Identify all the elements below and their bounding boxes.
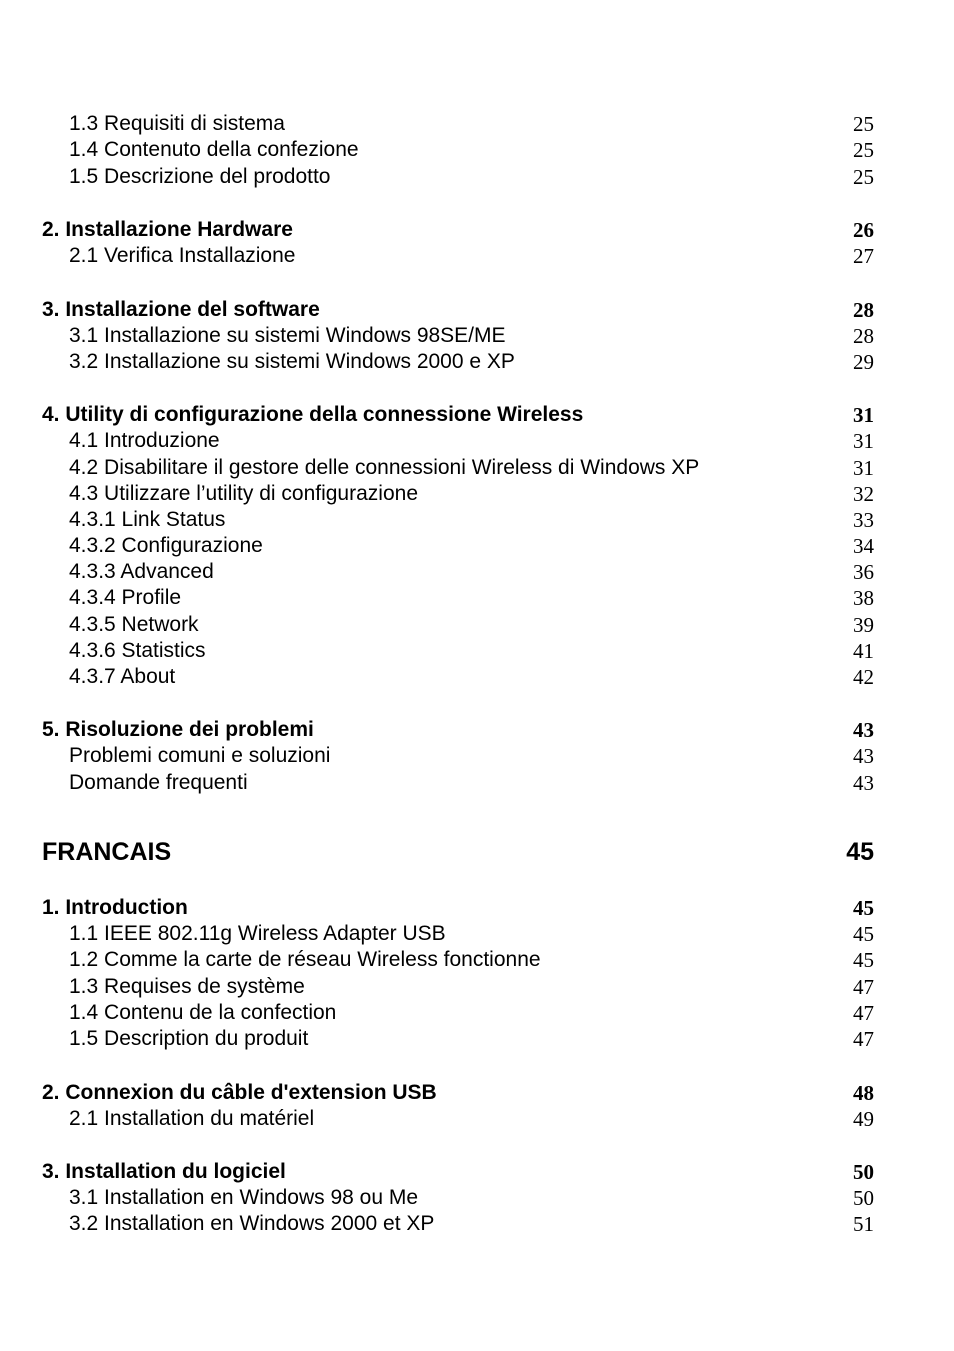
toc-entry-title: 2. Installazione Hardware	[42, 218, 293, 241]
toc-page-number: 42	[853, 665, 874, 689]
toc-entry-title: FRANCAIS	[42, 838, 172, 866]
toc-page-number: 45	[853, 948, 874, 972]
toc-entry	[0, 481, 954, 507]
toc-entry-title: 2.1 Verifica Installazione	[69, 244, 296, 267]
toc-entry-title: 3.1 Installazione su sistemi Windows 98SE/ME	[69, 324, 506, 347]
toc-entry	[0, 559, 954, 585]
toc-entry-title: 1.3 Requisiti di sistema	[69, 112, 285, 135]
toc-entry-title: 4.3.2 Configurazione	[69, 534, 263, 557]
toc-entry	[0, 1211, 954, 1237]
toc-page-number: 49	[853, 1107, 874, 1131]
toc-entry	[0, 585, 954, 611]
toc-entry-title: 1.2 Comme la carte de réseau Wireless fonctionne	[69, 948, 541, 971]
toc-page-number: 43	[853, 744, 874, 768]
toc-entry	[0, 1000, 954, 1026]
toc-entry-title: 1.5 Description du produit	[69, 1027, 309, 1050]
toc-section-heading	[0, 402, 954, 428]
toc-page-number: 32	[853, 482, 874, 506]
toc-entry-title: 4. Utility di configurazione della connessione Wireless	[42, 403, 584, 426]
toc-page-number: 47	[853, 1027, 874, 1051]
toc-entry	[0, 974, 954, 1000]
toc-entry-title: 2.1 Installation du matériel	[69, 1107, 315, 1130]
toc-section-heading	[0, 297, 954, 323]
toc-page-number: 36	[853, 560, 874, 584]
toc-entry-title: 4.1 Introduzione	[69, 429, 220, 452]
toc-section-heading	[0, 217, 954, 243]
toc-entry-title: 4.3.3 Advanced	[69, 560, 214, 583]
toc-page-number: 50	[853, 1186, 874, 1210]
toc-section-heading	[0, 895, 954, 921]
toc-entry-title: 4.3.7 About	[69, 665, 176, 688]
toc-entry	[0, 770, 954, 796]
toc-page-number: 29	[853, 350, 874, 374]
toc-page-number: 39	[853, 613, 874, 637]
toc-entry	[0, 243, 954, 269]
toc-entry-title: 3. Installation du logiciel	[42, 1160, 286, 1183]
toc-page-number: 41	[853, 639, 874, 663]
toc-page-number: 48	[853, 1081, 874, 1105]
toc-page-number: 28	[853, 298, 874, 322]
toc-page-number: 45	[846, 838, 874, 866]
toc-entry-title: 4.3.6 Statistics	[69, 639, 206, 662]
toc-entry-title: 4.3 Utilizzare l’utility di configurazione	[69, 482, 418, 505]
toc-page-number: 50	[853, 1160, 874, 1184]
toc-entry	[0, 455, 954, 481]
toc-entry	[0, 164, 954, 190]
toc-entry	[0, 1026, 954, 1052]
toc-page-number: 25	[853, 138, 874, 162]
toc-entry-title: 1.3 Requises de système	[69, 975, 305, 998]
toc-entry-title: 3. Installazione del software	[42, 298, 320, 321]
toc-page-number: 25	[853, 112, 874, 136]
toc-entry	[0, 428, 954, 454]
toc-entry	[0, 743, 954, 769]
toc-entry	[0, 664, 954, 690]
toc-page-number: 45	[853, 922, 874, 946]
toc-page-number: 27	[853, 244, 874, 268]
toc-entry-title: 3.2 Installazione su sistemi Windows 2000 e XP	[69, 350, 515, 373]
toc-page-number: 25	[853, 165, 874, 189]
toc-entry-title: 4.3.1 Link Status	[69, 508, 226, 531]
toc-section-heading	[0, 1080, 954, 1106]
toc-page-number: 34	[853, 534, 874, 558]
toc-entry	[0, 947, 954, 973]
toc-entry-title: Domande frequenti	[69, 771, 248, 794]
toc-entry	[0, 507, 954, 533]
toc-page-number: 51	[853, 1212, 874, 1236]
toc-entry	[0, 137, 954, 163]
toc-entry-title: 1.4 Contenuto della confezione	[69, 138, 359, 161]
toc-page-number: 28	[853, 324, 874, 348]
toc-page-number: 47	[853, 1001, 874, 1025]
toc-page-number: 31	[853, 403, 874, 427]
toc-entry	[0, 921, 954, 947]
toc-entry	[0, 612, 954, 638]
toc-entry	[0, 1185, 954, 1211]
toc-entry-title: 3.1 Installation en Windows 98 ou Me	[69, 1186, 419, 1209]
toc-entry	[0, 349, 954, 375]
toc-page-number: 45	[853, 896, 874, 920]
toc-entry	[0, 323, 954, 349]
toc-language-heading	[0, 837, 954, 866]
toc-entry	[0, 638, 954, 664]
toc-entry-title: 4.3.4 Profile	[69, 586, 182, 609]
toc-page-number: 38	[853, 586, 874, 610]
toc-page-number: 47	[853, 975, 874, 999]
toc-entry	[0, 533, 954, 559]
toc-entry-title: 5. Risoluzione dei problemi	[42, 718, 314, 741]
toc-entry-title: 4.3.5 Network	[69, 613, 199, 636]
toc-entry-title: 3.2 Installation en Windows 2000 et XP	[69, 1212, 435, 1235]
toc-entry-title: 1.4 Contenu de la confection	[69, 1001, 337, 1024]
toc-entry-title: Problemi comuni e soluzioni	[69, 744, 331, 767]
toc-entry-title: 1. Introduction	[42, 896, 188, 919]
toc-entry-title: 2. Connexion du câble d'extension USB	[42, 1081, 437, 1104]
toc-page-number: 33	[853, 508, 874, 532]
toc-page-number: 43	[853, 771, 874, 795]
toc-entry-title: 4.2 Disabilitare il gestore delle connessioni Wireless di Windows XP	[69, 456, 700, 479]
toc-section-heading	[0, 1159, 954, 1185]
toc-page-number: 43	[853, 718, 874, 742]
toc-entry	[0, 1106, 954, 1132]
toc-section-heading	[0, 717, 954, 743]
toc-entry-title: 1.5 Descrizione del prodotto	[69, 165, 331, 188]
toc-entry	[0, 111, 954, 137]
toc-page-number: 31	[853, 429, 874, 453]
toc-entry-title: 1.1 IEEE 802.11g Wireless Adapter USB	[69, 922, 446, 945]
toc-page-number: 26	[853, 218, 874, 242]
toc-page-number: 31	[853, 456, 874, 480]
